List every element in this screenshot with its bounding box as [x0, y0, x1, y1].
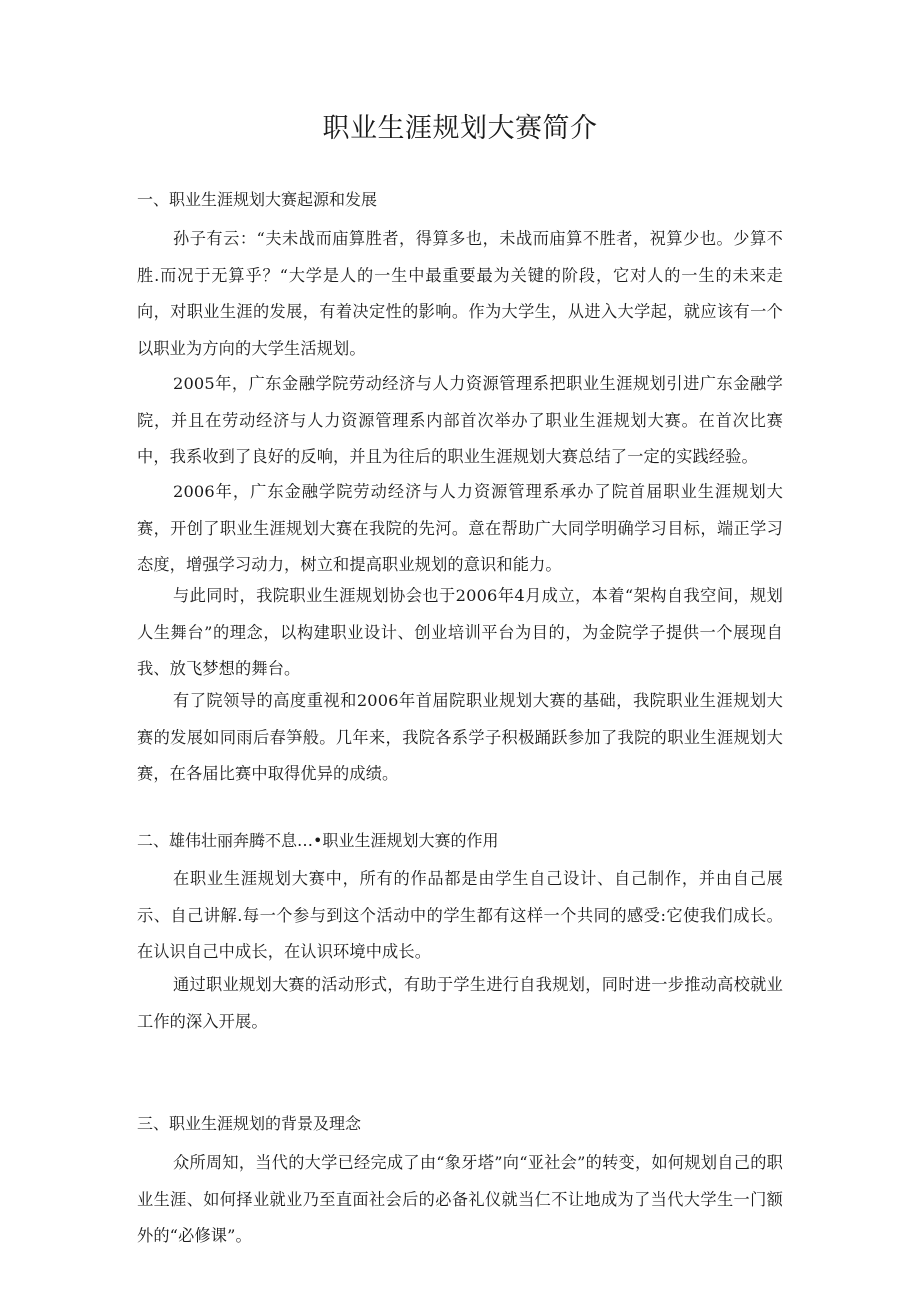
- paragraph: 2005年，广东金融学院劳动经济与人力资源管理系把职业生涯规划引进广东金融学院，并且在劳动经济与人力资源管理系内部首次举办了职业生涯规划大赛。在首次比赛中，我系收到了良好的反响，并且为往后的职业生涯规划大赛总结了一定的实践经验。: [137, 374, 783, 467]
- document-title: 职业生涯规划大赛简介: [322, 113, 598, 144]
- paragraph: 有了院领导的高度重视和2006年首届院职业规划大赛的基础，我院职业生涯规划大赛的发展如同雨后春笋般。几年来，我院各系学子积极踊跃参加了我院的职业生涯规划大赛，在各届比赛中取得优异的成绩。: [137, 691, 783, 784]
- paragraph: 通过职业规划大赛的活动形式，有助于学生进行自我规划，同时进一步推动高校就业工作的深入开展。: [137, 975, 783, 1031]
- section-heading-3: 三、职业生涯规划的背景及理念: [137, 1114, 362, 1133]
- paragraph: 众所周知，当代的大学已经完成了由“象牙塔”向“亚社会”的转变，如何规划自己的职业生涯、如何择业就业乃至直面社会后的必备礼仪就当仁不让地成为了当代大学生一门额外的“必修课”。: [137, 1153, 783, 1246]
- section-heading-2: 二、雄伟壮丽奔腾不息…•职业生涯规划大赛的作用: [137, 831, 499, 850]
- paragraph: 与此同时，我院职业生涯规划协会也于2006年4月成立，本着“架构自我空间，规划人生舞台”的理念，以构建职业设计、创业培训平台为目的，为金院学子提供一个展现自我、放飞梦想的舞台。: [137, 586, 783, 679]
- section-heading-1: 一、职业生涯规划大赛起源和发展: [137, 190, 378, 209]
- paragraph: 孙子有云：“夫未战而庙算胜者，得算多也，未战而庙算不胜者，祝算少也。少算不胜.而况于无算乎？“大学是人的一生中最重要最为关键的阶段，它对人的一生的未来走向，对职业生涯的发展，有着决定性的影响。作为大学生，从进入大学起，就应该有一个以职业为方向的大学生活规划。: [137, 229, 783, 359]
- paragraph: 2006年，广东金融学院劳动经济与人力资源管理系承办了院首届职业生涯规划大赛，开创了职业生涯规划大赛在我院的先河。意在帮助广大同学明确学习目标，端正学习态度，增强学习动力，树立和提高职业规划的意识和能力。: [137, 482, 783, 575]
- paragraph: 在职业生涯规划大赛中，所有的作品都是由学生自己设计、自己制作，并由自己展示、自己讲解.每一个参与到这个活动中的学生都有这样一个共同的感受:它使我们成长。在认识自己中成长，在认识环境中成长。: [137, 869, 783, 962]
